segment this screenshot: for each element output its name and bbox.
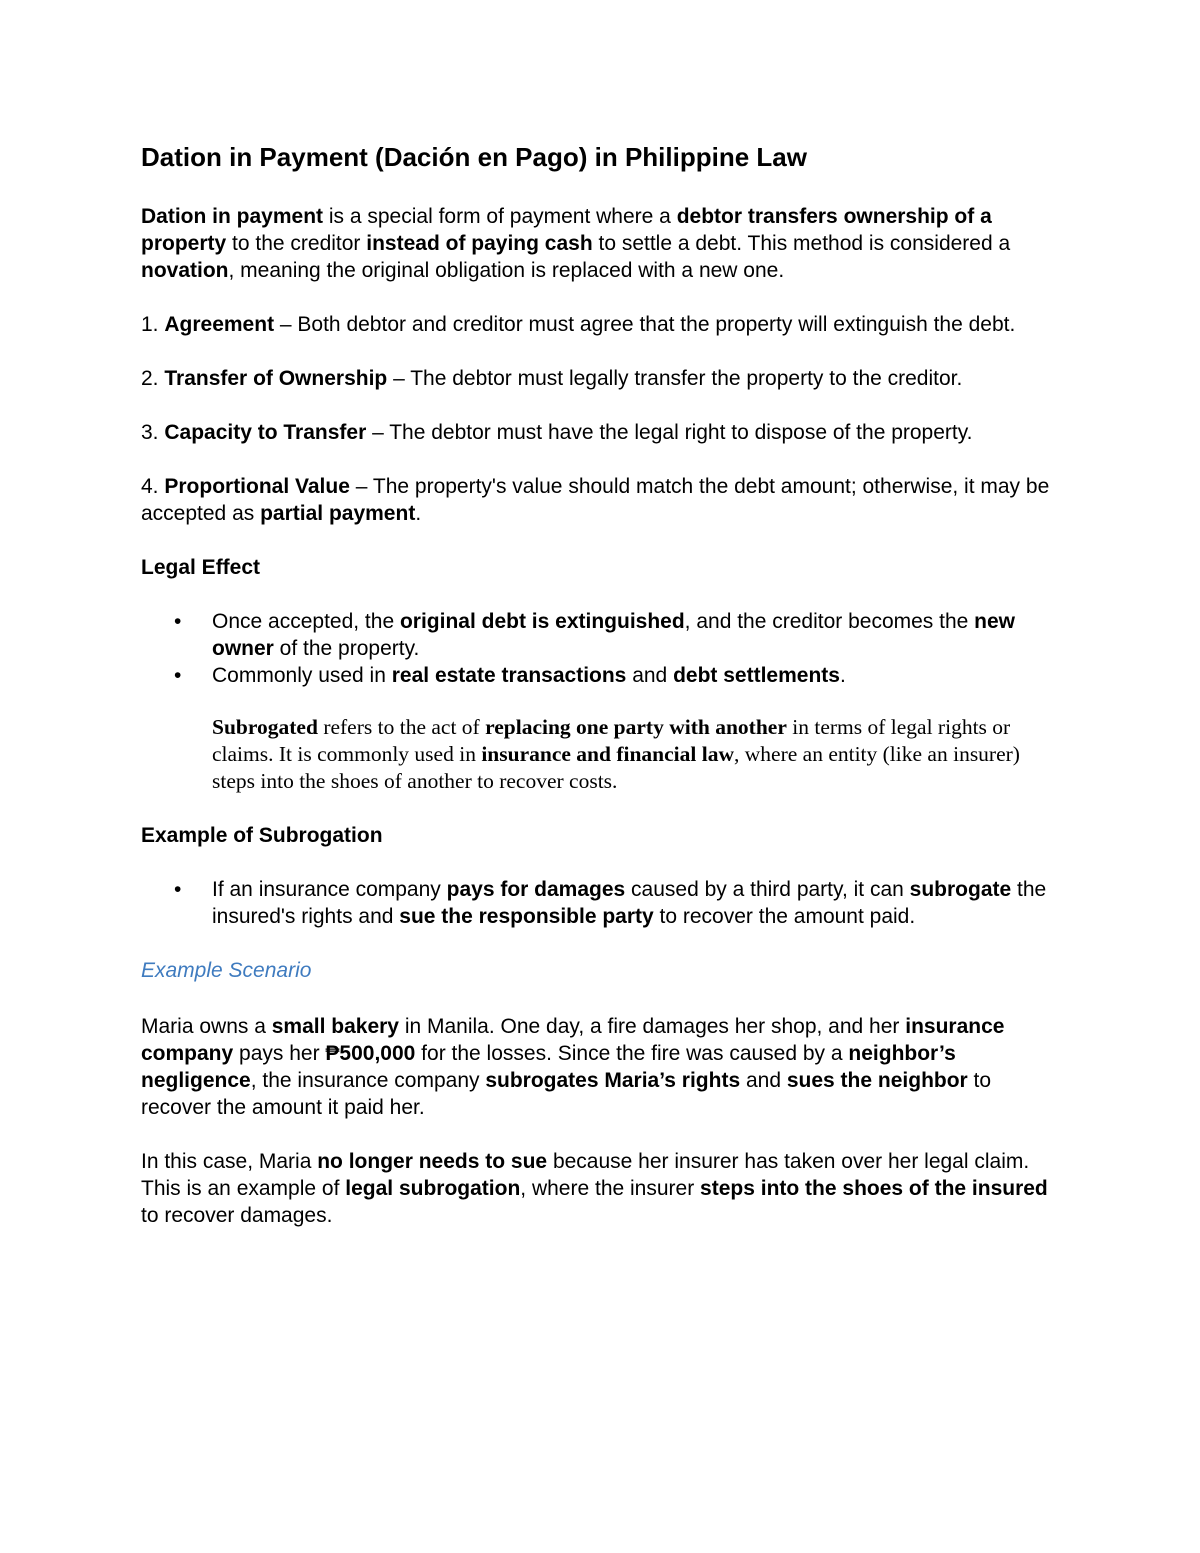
requisite-text: – Both debtor and creditor must agree that the property will extinguish the debt. [274,313,1016,336]
term: sue the responsible party [399,905,654,928]
text: If an insurance company [212,878,447,901]
text: to recover damages. [141,1204,333,1227]
example-subrogation-heading: Example of Subrogation [141,824,383,847]
scenario-paragraph-2 [141,1148,1053,1229]
scenario-paragraph-1 [141,1013,1053,1121]
amount: ₱500,000 [325,1042,416,1065]
text: and [626,664,674,687]
document-page [141,140,1053,1256]
text: of the property. [273,637,420,660]
term: sues the neighbor [786,1069,968,1092]
term: subrogate [909,878,1012,901]
legal-effect-heading: Legal Effect [141,556,261,579]
example-scenario-heading: Example Scenario [141,959,312,982]
term: neighbor’s negligence [141,1042,956,1092]
term: steps into the shoes of the insured [700,1177,1048,1200]
text: is a special form of payment where a [323,205,677,228]
bullet-icon: • [174,664,182,687]
text: caused by a third party, it can [625,878,910,901]
text: to recover the amount paid. [653,905,916,928]
requisite-4 [141,473,1053,527]
text: Once accepted, the [212,610,400,633]
bullet-icon: • [174,878,182,901]
requisite-term: Transfer of Ownership [164,367,388,390]
term: pays for damages [446,878,626,901]
text: to recover the amount it paid her. [141,1069,992,1119]
term: original debt is extinguished [399,610,685,633]
text: and [740,1069,787,1092]
text: , where an entity (like an insurer) steps into the shoes of another to recover costs. [212,742,1020,793]
list-item [141,608,1053,662]
list-item [141,876,1053,930]
term: real estate transactions [391,664,627,687]
text: in terms of legal rights or claims. It is commonly used in [212,715,1011,766]
text: pays her [233,1042,326,1065]
list-item [141,662,1053,689]
text: because her insurer has taken over her legal claim. This is an example of [141,1150,1030,1200]
term: legal subrogation [345,1177,521,1200]
term-subrogated: Subrogated [212,715,318,739]
requisite-3 [141,419,1053,446]
text: Maria owns a [141,1015,272,1038]
text: , where the insurer [520,1177,701,1200]
requisite-text: – The debtor must have the legal right to dispose of the property. [366,421,973,444]
requisite-term: Proportional Value [164,475,350,498]
term: debt settlements [673,664,840,687]
requisite-2 [141,365,1053,392]
text: , and the creditor becomes the [684,610,975,633]
text: for the losses. Since the fire was caused by a [415,1042,849,1065]
text: refers to the act of [317,715,486,739]
term: no longer needs to sue [317,1150,548,1173]
term: insurance and financial law [481,742,734,766]
term: new owner [212,610,1016,660]
term: small bakery [271,1015,399,1038]
text: . [415,502,422,525]
requisite-text: – The property's value should match the debt amount; otherwise, it may be accepted as [141,475,1050,525]
requisite-number: 4. [141,475,159,498]
requisite-text: – The debtor must legally transfer the property to the creditor. [387,367,963,390]
term-transfer-ownership: debtor transfers ownership of a property [141,205,992,255]
term: subrogates Maria’s rights [485,1069,741,1092]
subrogated-paragraph [212,714,1053,795]
text: in Manila. One day, a fire damages her shop, and her [398,1015,906,1038]
page-title: Dation in Payment (Dación en Pago) in Philippine Law [141,142,807,172]
requisite-term: Agreement [164,313,275,336]
example-subrogation-list [141,876,1053,930]
text: , meaning the original obligation is replaced with a new one. [228,259,785,282]
text: . [839,664,846,687]
legal-effect-list [141,608,1053,689]
requisite-term: Capacity to Transfer [164,421,367,444]
term-dation: Dation in payment [141,205,324,228]
term-partial-payment: partial payment [260,502,416,525]
text: the insured's rights and [212,878,1047,928]
requisite-number: 1. [141,313,165,336]
requisite-number: 3. [141,421,165,444]
text: In this case, Maria [141,1150,318,1173]
text: to settle a debt. This method is considered a [592,232,1011,255]
requisite-1 [141,311,1053,338]
text: Commonly used in [212,664,392,687]
term-instead-cash: instead of paying cash [366,232,593,255]
term: replacing one party with another [485,715,787,739]
intro-paragraph [141,203,1053,284]
text: , the insurance company [250,1069,486,1092]
text: to the creditor [226,232,367,255]
term: insurance company [141,1015,1005,1065]
term-novation: novation [141,259,229,282]
bullet-icon: • [174,610,182,633]
requisite-number: 2. [141,367,159,390]
